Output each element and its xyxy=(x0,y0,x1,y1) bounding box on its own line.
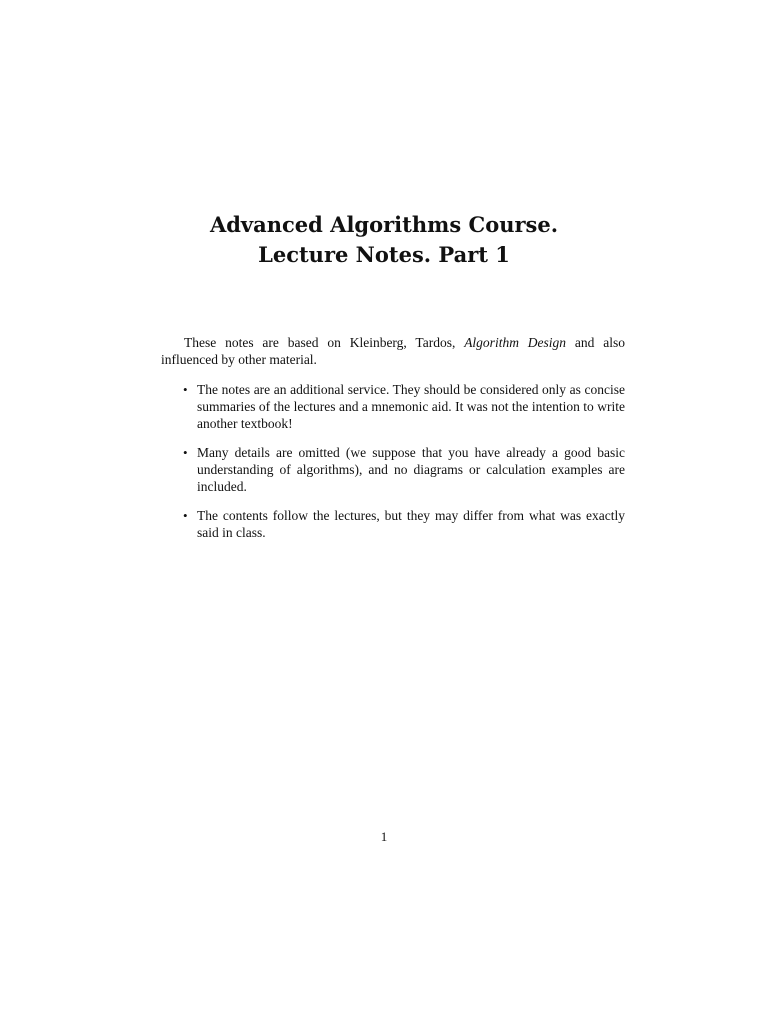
bullet-item xyxy=(161,444,625,495)
intro-paragraph xyxy=(161,334,625,368)
bullet-icon: • xyxy=(183,508,188,523)
bullet-text: Many details are omitted (we suppose that you have already a good basic understanding of algorithms), and no diagrams or calculation examples are included. xyxy=(197,445,625,494)
bullet-text: The contents follow the lectures, but they may differ from what was exactly said in class. xyxy=(197,508,625,540)
bullet-item xyxy=(161,507,625,541)
intro-text-after: and also influenced by other material. xyxy=(161,335,625,367)
document-title xyxy=(0,210,768,270)
notes-bullet-list xyxy=(161,381,625,553)
bullet-icon: • xyxy=(183,382,188,397)
page-number: 1 xyxy=(380,829,388,844)
title-line-1: Advanced Algorithms Course. xyxy=(209,212,559,237)
intro-text-before: These notes are based on Kleinberg, Tardos, xyxy=(184,335,465,350)
book-title: Algorithm Design xyxy=(464,335,567,350)
title-line-2: Lecture Notes. Part 1 xyxy=(258,242,510,267)
bullet-text: The notes are an additional service. They should be considered only as concise summaries of the lectures and a mnemonic aid. It was not the intention to write another textbook! xyxy=(197,382,625,431)
bullet-item xyxy=(161,381,625,432)
bullet-icon: • xyxy=(183,445,188,460)
